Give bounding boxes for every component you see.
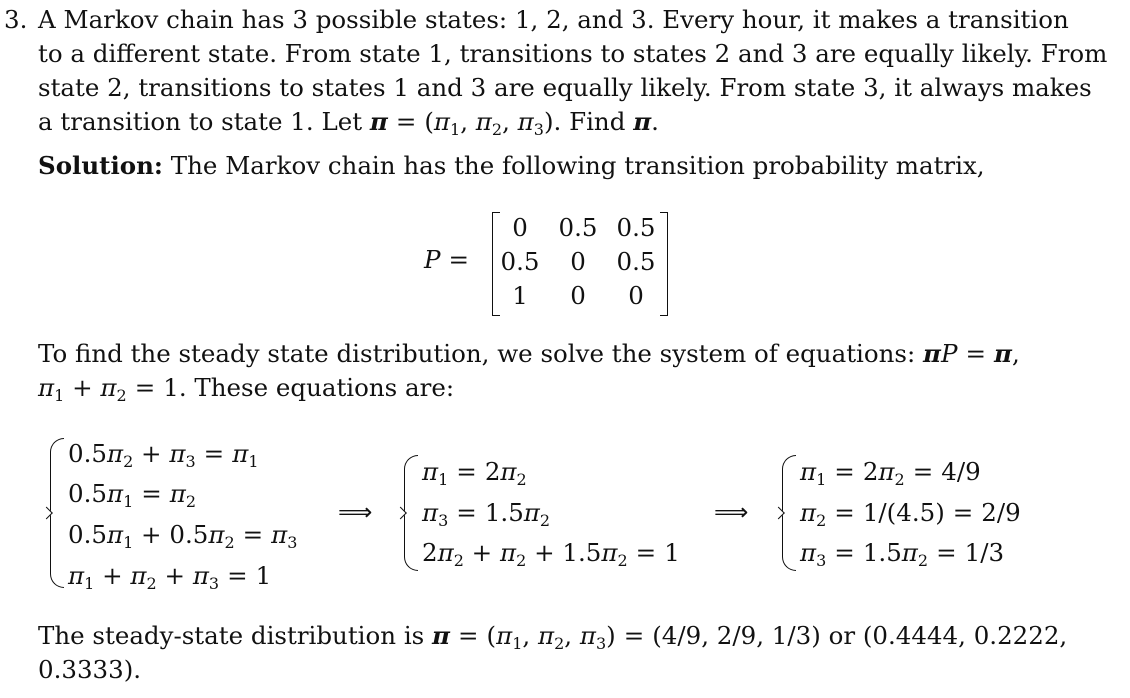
matrix-cell: 0 [570, 247, 586, 276]
matrix-cell: 1 [512, 281, 528, 310]
conclusion-line-1: The steady-state distribution is $\pi = (\pi_1$, $\pi_2$, $\pi_3) = (4/9$, 2/9, 1/3) or (0.4444, 0.2222, [38, 621, 1068, 653]
problem-line-4: a transition to state 1. Let $\pi = (\pi_1$, $\pi_2$, $\pi_3$). Find π. [38, 107, 659, 139]
matrix-name: P [424, 245, 441, 274]
solution-label: Solution: [38, 151, 163, 180]
conclusion-prefix: The steady-state distribution is [38, 621, 425, 650]
problem-line-3: state 2, transitions to states 1 and 3 are equally likely. From state 3, it always makes [38, 73, 1092, 102]
implies-arrow-2: ⟹ [714, 498, 749, 526]
solution-intro-line [38, 151, 985, 180]
problem-line-2: to a different state. From state 1, transitions to states 2 and 3 are equally likely. From [38, 39, 1108, 68]
system-3-brace [782, 455, 796, 571]
matrix-cell: 0.5 [616, 213, 656, 242]
system-2-brace [404, 455, 418, 571]
steady-state-line-2: $\pi_1 + \pi_2 = 1$. These equations are: [38, 373, 455, 405]
problem-line-4-prefix: a transition to state 1. Let [38, 107, 363, 136]
matrix-cell: 0 [512, 213, 528, 242]
system-2-eq-3: $2\pi_2 + \pi_2 + 1.5\pi_2 = 1$ [422, 538, 680, 570]
system-3-eq-3: $\pi_3 = 1.5\pi_2 = 1/3$ [800, 538, 1005, 570]
solution-intro: The Markov chain has the following transition probability matrix, [170, 151, 985, 180]
matrix-cell: 0 [628, 281, 644, 310]
system-3-eq-2: $\pi_2 = 1/(4.5) = 2/9$ [800, 498, 1021, 530]
matrix-cell: 0.5 [616, 247, 656, 276]
system-1-brace [50, 438, 64, 588]
steady-state-line-2-suffix: . These equations are: [178, 373, 455, 402]
matrix-cell: 0 [570, 281, 586, 310]
system-1-eq-3: $0.5\pi_1 + 0.5\pi_2 = \pi_3$ [68, 520, 298, 552]
conclusion-value: (4/9, 2/9, 1/3) [652, 621, 821, 650]
matrix-cell: 0.5 [500, 247, 540, 276]
system-2-eq-2: $\pi_3 = 1.5\pi_2$ [422, 498, 551, 530]
problem-line-4-suffix: . Find [553, 107, 626, 136]
conclusion-or: or (0.4444, 0.2222, [828, 621, 1068, 650]
matrix-label: P = [424, 245, 470, 274]
system-2-eq-1: $\pi_1 = 2\pi_2$ [422, 457, 527, 489]
steady-state-text: To find the steady state distribution, we solve the system of equations: [38, 339, 916, 368]
problem-number: 3. [4, 5, 28, 34]
system-3-eq-1: $\pi_1 = 2\pi_2 = 4/9$ [800, 457, 981, 489]
conclusion-line-2: 0.3333). [38, 655, 142, 684]
system-1-eq-2: $0.5\pi_1 = \pi_2$ [68, 479, 197, 511]
system-1-eq-1: $0.5\pi_2 + \pi_3 = \pi_1$ [68, 439, 259, 471]
implies-arrow-1: ⟹ [338, 498, 373, 526]
matrix-cell: 0.5 [558, 213, 598, 242]
system-1-eq-4: $\pi_1 + \pi_2 + \pi_3 = 1$ [68, 561, 272, 593]
steady-state-line-1: To find the steady state distribution, we solve the system of equations: πP = π, [38, 339, 1020, 368]
problem-line-1: A Markov chain has 3 possible states: 1, 2, and 3. Every hour, it makes a transition [38, 5, 1069, 34]
transition-matrix [492, 212, 668, 316]
